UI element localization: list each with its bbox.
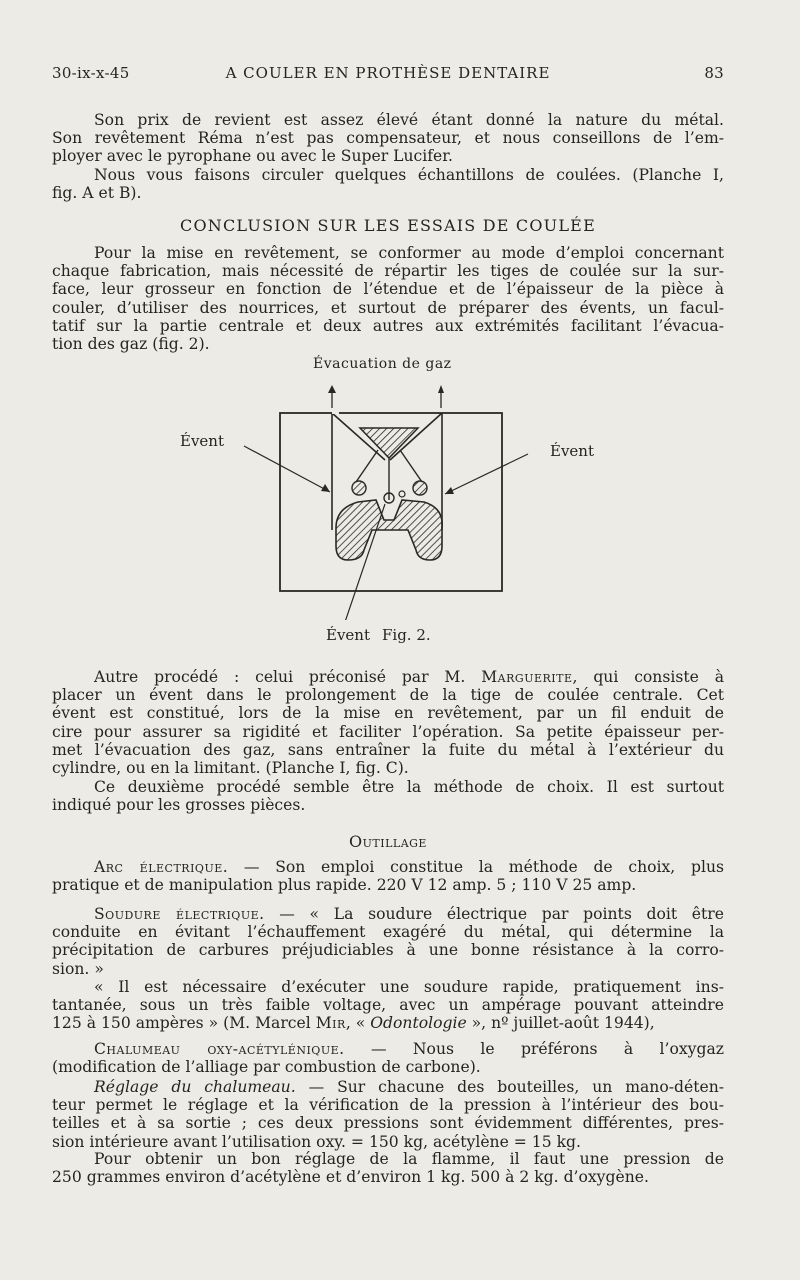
person-name: Marguerite [481, 668, 573, 686]
text-line [52, 1078, 724, 1096]
paragraph-conclusion [52, 244, 724, 353]
paragraph-torch [52, 1040, 724, 1076]
term: Arc électrique. [94, 858, 229, 876]
text-line [52, 905, 724, 923]
paragraph-samples [52, 166, 724, 202]
text-fragment: — Sur chacune des bouteilles, un mano-déten- [295, 1078, 724, 1096]
text-line: Pour obtenir un bon réglage de la flamme, il faut une pression de [94, 1150, 724, 1168]
text-line: fig. A et B). [52, 184, 142, 203]
text-line: indiqué pour les grosses pièces. [52, 796, 306, 815]
text-line: Nous vous faisons circuler quelques échantillons de coulées. (Planche I, [94, 166, 724, 184]
text-fragment: — Nous le préférons à l’oxygaz [344, 1040, 724, 1058]
text-line: sion. » [52, 959, 104, 978]
header-date: 30-ix-x-45 [52, 64, 130, 82]
paragraph-torch-adjustment [52, 1078, 724, 1151]
text-line: couler, d’utiliser des nourrices, et surtout de préparer des évents, un facul- [52, 298, 724, 317]
text-line: (modification de l’alliage par combustion de carbone). [52, 1058, 481, 1077]
journal-title: Odontologie [370, 1014, 467, 1033]
text-line: évent est constitué, lors de la mise en revêtement, par un fil enduit de [52, 704, 724, 723]
text-line: cire pour assurer sa rigidité et faciliter l’opération. Sa petite épaisseur per- [52, 722, 724, 741]
term: Réglage du chalumeau. [94, 1078, 296, 1096]
text-line: placer un évent dans le prolongement de la tige de coulée centrale. Cet [52, 686, 724, 705]
text-line: cylindre, ou en la limitant. (Planche I, fig. C). [52, 759, 409, 778]
text-line: tatif sur la partie centrale et deux autres aux extrémités facilitant l’évacua- [52, 316, 724, 335]
figure-label-gas-exhaust: Évacuation de gaz [313, 356, 452, 372]
paragraph-electric-arc [52, 858, 724, 894]
heading-text: Outillage [349, 832, 427, 851]
paragraph-other-method [52, 668, 724, 777]
text-line [52, 858, 724, 876]
text-line: tion des gaz (fig. 2). [52, 335, 210, 354]
casting-mold-diagram [180, 380, 540, 620]
header-title: A COULER EN PROTHÈSE DENTAIRE [225, 64, 551, 82]
text-line: précipitation de carbures préjudiciables à une bonne résistance à la corro- [52, 941, 724, 960]
text-line [52, 668, 724, 686]
paragraph-flame-pressure [52, 1150, 724, 1186]
paragraph-price [52, 111, 724, 166]
text-fragment: , qui consiste à [572, 668, 724, 686]
paragraph-electric-welding [52, 905, 724, 978]
section-heading-outillage [52, 832, 724, 851]
term: Soudure électrique. [94, 905, 265, 923]
text-line: face, leur grosseur en fonction de l’étendue et de l’épaisseur de la pièce à [52, 280, 724, 299]
text-line: tantanée, sous un très faible voltage, avec un ampérage pouvant atteindre [52, 996, 724, 1015]
text-line: « Il est nécessaire d’exécuter une soudure rapide, pratiquement ins- [94, 978, 724, 996]
text-line: teilles et à sa sortie ; ces deux pressions sont évidemment différentes, pres- [52, 1114, 724, 1133]
page-number: 83 [704, 64, 724, 82]
term: Chalumeau oxy-acétylénique. [94, 1040, 345, 1058]
text-line: chaque fabrication, mais nécessité de répartir les tiges de coulée sur la sur- [52, 262, 724, 281]
text-fragment: 125 à 150 ampères » (M. Marcel [52, 1014, 316, 1033]
text-fragment: , « [345, 1014, 371, 1033]
text-line: pratique et de manipulation plus rapide. 220 V 12 amp. 5 ; 110 V 25 amp. [52, 876, 637, 895]
text-line [52, 1014, 724, 1032]
text-line: ployer avec le pyrophane ou avec le Super Lucifer. [52, 147, 453, 166]
text-fragment: », nº juillet-août 1944), [466, 1014, 655, 1033]
figure-label-vent-right: Évent [550, 442, 594, 460]
text-line: 250 grammes environ d’acétylène et d’environ 1 kg. 500 à 2 kg. d’oxygène. [52, 1168, 649, 1187]
text-line [52, 1040, 724, 1058]
text-line: Son prix de revient est assez élevé étant donné la nature du métal. [94, 111, 724, 129]
figure-caption: Fig. 2. [382, 626, 431, 644]
text-line: Ce deuxième procédé semble être la méthode de choix. Il est surtout [94, 778, 724, 796]
section-heading-conclusion: CONCLUSION SUR LES ESSAIS DE COULÉE [180, 216, 596, 235]
text-line: Pour la mise en revêtement, se conformer au mode d’emploi concernant [94, 244, 724, 262]
running-header [52, 64, 724, 86]
paragraph-welding-quote [52, 978, 724, 1033]
text-fragment: Autre procédé : celui préconisé par M. [94, 668, 482, 686]
text-line: conduite en évitant l’échauffement exagéré du métal, qui détermine la [52, 923, 724, 942]
paragraph-second-method [52, 778, 724, 814]
text-fragment: — « La soudure électrique par points doit être [264, 905, 724, 923]
person-name: Mir [315, 1014, 346, 1033]
text-line: met l’évacuation des gaz, sans entraîner la fuite du métal à l’extérieur du [52, 740, 724, 759]
figure-label-vent-bottom: Évent [326, 626, 370, 644]
text-line: teur permet le réglage et la vérification de la pression à l’intérieur des bou- [52, 1096, 724, 1115]
text-line: Son revêtement Réma n’est pas compensateur, et nous conseillons de l’em- [52, 129, 724, 148]
text-fragment: — Son emploi constitue la méthode de choix, plus [228, 858, 724, 876]
figure-label-vent-left: Évent [180, 432, 224, 450]
text-line: sion intérieure avant l’utilisation oxy. = 150 kg, acétylène = 15 kg. [52, 1132, 581, 1151]
